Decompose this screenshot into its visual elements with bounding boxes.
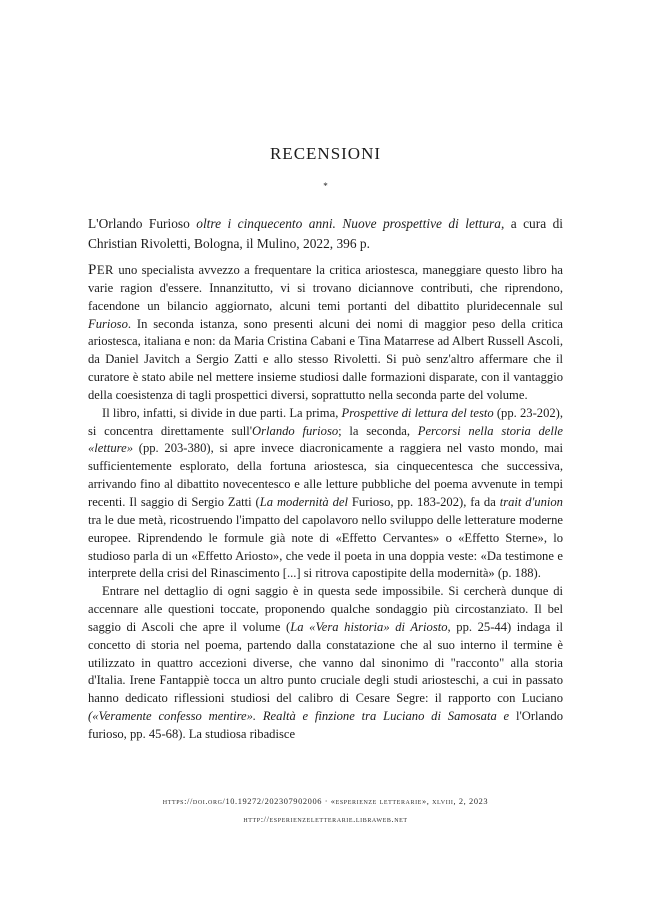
paragraph-3 bbox=[88, 583, 563, 744]
book-title: L'Orlando Furioso bbox=[88, 216, 190, 231]
para3-italic-2: («Veramente confesso mentire». Realtà e finzione tra Luciano di Samosata e bbox=[88, 709, 510, 724]
paragraph-1 bbox=[88, 262, 563, 405]
review-reference bbox=[88, 214, 563, 254]
footer-doi-line: https://doi.org/10.19272/202307902006 · «esperienze letterarie», xlviii, 2, 2023 bbox=[162, 797, 489, 806]
para2-text-6: tra le due metà, ricostruendo l'impatto del capolavoro nello sviluppo delle letterature moderne europee. Riprendendo le formule già note di «Effetto Cervantes» o «Effetto Sterne», lo studioso parla di un «Effetto Ariosto», che vede il poeta in una doppia veste: «Da testimone e interprete della crisi del Rinascimento [...] si ritrova capostipite della modernità» (p. 188). bbox=[88, 512, 563, 581]
ornament-star: * bbox=[323, 181, 328, 191]
paragraph-2 bbox=[88, 405, 563, 583]
book-subtitle: oltre i cinquecento anni. Nuove prospettive di lettura bbox=[189, 216, 501, 231]
section-title: RECENSIONI bbox=[269, 144, 382, 163]
para2-italic-4: La modernità del bbox=[259, 494, 348, 509]
para3-italic-1: La «Vera historia» di Ariosto bbox=[290, 619, 448, 634]
initial-rest: ER bbox=[96, 263, 114, 277]
para2-italic-5: trait d'union bbox=[499, 494, 563, 509]
para2-text-5: Furioso, pp. 183-202), fa da bbox=[348, 494, 500, 509]
para2-text-1: Il libro, infatti, si divide in due parti. La prima, bbox=[102, 405, 342, 420]
para3-text-2: , pp. 25-44) indaga il concetto di storia nel poema, partendo dalla constatazione che al suo interno il termine è utilizzato in quattro accezioni diverse, che vanno dal sinonimo di "racconto" alla storia d'Italia. Irene Fantappiè tocca un altro punto cruciale degli studi ariosteschi, a cui in passato hanno dedicato riflessioni studiosi del calibro di Cesare Segre: il rapporto con Luciano bbox=[88, 619, 563, 706]
para3-text-3: l'Orlando furioso, pp. 45-68). La studiosa ribadisce bbox=[88, 709, 563, 741]
page bbox=[88, 0, 563, 922]
para2-text-2: (pp. 23-202), si concentra direttamente sull' bbox=[88, 405, 563, 438]
footer-website-link[interactable]: http://esperienzeletterarie.libraweb.net bbox=[243, 815, 408, 824]
review-body bbox=[88, 262, 563, 744]
para2-text-3: ; la seconda, bbox=[338, 423, 418, 438]
para1-italic-a: Furioso bbox=[88, 316, 128, 331]
para2-italic-3: Percorsi nella storia delle «letture» bbox=[88, 423, 563, 456]
opening-small-caps bbox=[88, 263, 114, 277]
para2-text-4: (pp. 203-380), si apre invece diacronicamente a raggiera nel vasto mondo, mai sufficientemente esplorato, della fortuna ariostesca, sia cinquecentesca che successiva, arrivando fino al dibattito novecentesco e alle letture pubbliche del poema avvenute in tempi recenti. Il saggio di Sergio Zatti ( bbox=[88, 441, 563, 509]
para3-text-1: Entrare nel dettaglio di ogni saggio è in questa sede impossibile. Si cercherà dunque di accennare alle questioni toccate, proponendo qualche sondaggio più circostanziato. Il bel saggio di Ascoli che apre il volume ( bbox=[88, 584, 563, 634]
book-publication-info: , a cura di Christian Rivoletti, Bologna, il Mulino, 2022, 396 p. bbox=[88, 216, 563, 251]
para1-text-b: . In seconda istanza, sono presenti alcuni dei nomi di maggior peso della critica ariostesca, italiana e non: da Maria Cristina Cabani e Tina Matarrese ad Albert Russell Ascoli, da Daniel Javitch a Sergio Zatti e allo stesso Rivoletti. Si può senz'altro affermare che il curatore è stato abile nel mettere insieme studiosi dalle formazioni disparate, con il vantaggio della coesistenza di tagli prospettici diversi, soprattutto nella seconda parte del volume. bbox=[88, 316, 563, 402]
para2-italic-1: Prospettive di lettura del testo bbox=[341, 405, 494, 420]
para1-text-a: uno specialista avvezzo a frequentare la critica ariostesca, maneggiare questo libro ha varie ragion d'essere. Innanzitutto, vi si trovano diciannove contributi, che riprendono, facendone un bilancio aggiornato, alcuni temi portanti del dibattito pluridecennale sul bbox=[88, 263, 563, 313]
para2-italic-2: Orlando furioso bbox=[252, 423, 339, 438]
initial-letter: P bbox=[88, 262, 97, 278]
